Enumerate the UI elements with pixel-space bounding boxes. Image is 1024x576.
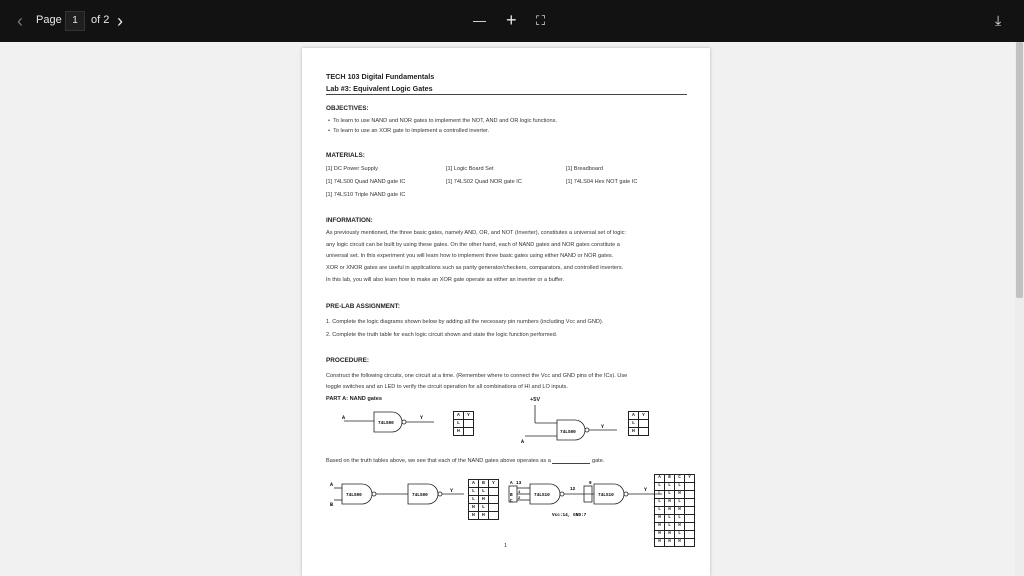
truth-table-cell: L bbox=[479, 504, 489, 512]
pin-label: 2 bbox=[518, 497, 521, 501]
page-total: of 2 bbox=[91, 14, 110, 26]
truth-table-cell: H bbox=[479, 496, 489, 504]
truth-table-cell: H bbox=[629, 428, 639, 436]
input-b-label: B bbox=[330, 502, 334, 508]
pin-label: 12 bbox=[570, 487, 576, 492]
truth-table-header-cell: B bbox=[665, 475, 675, 483]
truth-table-header bbox=[454, 412, 474, 420]
truth-table-header bbox=[469, 480, 499, 488]
truth-table-cell: H bbox=[665, 531, 675, 539]
truth-table-header-cell: C bbox=[675, 475, 685, 483]
truth-table-cell: H bbox=[454, 428, 464, 436]
truth-table-cell: L bbox=[469, 488, 479, 496]
answer-blank[interactable] bbox=[552, 457, 590, 464]
ic-label: 74LS10 bbox=[598, 493, 614, 498]
inversion-bubble bbox=[438, 492, 442, 496]
zoom-out-icon[interactable]: — bbox=[473, 13, 486, 28]
pin-label: 13 bbox=[516, 481, 522, 486]
inversion-bubble bbox=[560, 492, 564, 496]
truth-table-row bbox=[655, 499, 695, 507]
truth-table-header-cell: Y bbox=[489, 480, 499, 488]
scrollbar-thumb[interactable] bbox=[1016, 42, 1023, 298]
part-a-heading: PART A: NAND gates bbox=[326, 396, 382, 402]
truth-table-cell: L bbox=[665, 523, 675, 531]
plus5v-label: +5V bbox=[530, 397, 541, 403]
truth-table-row bbox=[655, 507, 695, 515]
truth-table-cell bbox=[685, 539, 695, 547]
truth-table-1 bbox=[453, 411, 474, 436]
truth-table-cell: H bbox=[655, 531, 665, 539]
download-icon[interactable]: ⤓ bbox=[995, 12, 1002, 28]
pin-label: 1 bbox=[518, 491, 521, 495]
truth-table-row bbox=[629, 428, 649, 436]
ic-label: 74LS00 bbox=[560, 430, 576, 435]
ic-label: 74LS00 bbox=[412, 493, 428, 498]
truth-table-2 bbox=[628, 411, 649, 436]
truth-table-cell: H bbox=[675, 491, 685, 499]
output-y-label: Y bbox=[420, 415, 424, 421]
output-y-label: Y bbox=[450, 488, 454, 494]
material-item: [1] DC Power Supply bbox=[326, 166, 378, 172]
truth-table-cell: H bbox=[675, 507, 685, 515]
truth-table-row bbox=[655, 491, 695, 499]
truth-table-cell bbox=[489, 496, 499, 504]
truth-table-cell: H bbox=[479, 512, 489, 520]
course-title: TECH 103 Digital Fundamentals bbox=[326, 72, 435, 81]
truth-table-cell: H bbox=[655, 523, 665, 531]
truth-table-cell bbox=[685, 507, 695, 515]
objectives-heading: OBJECTIVES: bbox=[326, 105, 369, 112]
truth-table-cell: L bbox=[655, 507, 665, 515]
truth-table-cell: L bbox=[469, 496, 479, 504]
truth-table-cell: L bbox=[665, 515, 675, 523]
nand-and-circuit bbox=[326, 478, 466, 510]
ic-label: 74LS10 bbox=[534, 493, 550, 498]
truth-table-cell: H bbox=[469, 512, 479, 520]
truth-table-cell bbox=[685, 531, 695, 539]
pdf-page bbox=[302, 48, 710, 576]
conclusion-sentence: Based on the truth tables above, we see that each of the NAND gates above operates as a gate. bbox=[326, 458, 605, 464]
truth-table-header-cell: A bbox=[454, 412, 464, 420]
truth-table-cell: L bbox=[629, 420, 639, 428]
truth-table-cell bbox=[685, 491, 695, 499]
truth-table-header-cell: Y bbox=[639, 412, 649, 420]
truth-table-cell bbox=[639, 420, 649, 428]
materials-heading: MATERIALS: bbox=[326, 152, 365, 159]
input-a-label: A bbox=[521, 439, 525, 443]
truth-table-row bbox=[655, 483, 695, 491]
truth-table-header-cell: B bbox=[479, 480, 489, 488]
truth-table-row bbox=[469, 512, 499, 520]
truth-table-row bbox=[469, 504, 499, 512]
viewer-toolbar bbox=[0, 0, 1024, 42]
input-a-label: A bbox=[330, 482, 334, 488]
output-y-label: Y bbox=[601, 424, 605, 430]
output-y-label: Y bbox=[644, 487, 648, 493]
inversion-bubble bbox=[402, 420, 406, 424]
truth-table-cell: L bbox=[675, 531, 685, 539]
material-item: [1] Logic Board Set bbox=[446, 166, 494, 172]
procedure-heading: PROCEDURE: bbox=[326, 357, 369, 364]
zoom-in-icon[interactable]: + bbox=[506, 10, 517, 30]
truth-table-cell: L bbox=[675, 499, 685, 507]
truth-table-cell bbox=[639, 428, 649, 436]
next-page-icon[interactable]: › bbox=[117, 11, 123, 31]
material-item: [1] 74LS00 Quad NAND gate IC bbox=[326, 179, 406, 185]
truth-table-cell: L bbox=[675, 515, 685, 523]
truth-table-row bbox=[655, 515, 695, 523]
previous-page-icon[interactable]: ‹ bbox=[17, 11, 23, 31]
truth-table-cell: L bbox=[655, 491, 665, 499]
truth-table-row bbox=[469, 496, 499, 504]
truth-table-cell bbox=[685, 499, 695, 507]
ic-label: 74LS00 bbox=[346, 493, 362, 498]
prelab-line: 1. Complete the logic diagrams shown below by adding all the necessary pin numbers (including Vcc and GND). bbox=[326, 319, 604, 325]
truth-table-row bbox=[454, 420, 474, 428]
truth-table-header-cell: Y bbox=[464, 412, 474, 420]
objective-item: • To learn to use NAND and NOR gates to implement the NOT, AND and OR logic functions. bbox=[328, 118, 557, 124]
page-number: 1 bbox=[504, 543, 508, 549]
inversion-bubble bbox=[624, 492, 628, 496]
truth-table-cell: H bbox=[665, 539, 675, 547]
vcc-gnd-note: Vcc:14, GND:7 bbox=[552, 513, 587, 518]
ic-label: 74LS00 bbox=[378, 421, 394, 426]
truth-table-3 bbox=[468, 479, 499, 520]
procedure-line: toggle switches and an LED to verify the circuit operation for all combinations of HI and LO inputs. bbox=[326, 384, 568, 390]
input-a-label: A bbox=[342, 415, 346, 421]
truth-table-cell bbox=[464, 420, 474, 428]
truth-table-cell: H bbox=[675, 539, 685, 547]
prelab-heading: PRE-LAB ASSIGNMENT: bbox=[326, 303, 400, 310]
truth-table-cell: H bbox=[655, 539, 665, 547]
truth-table-cell: L bbox=[479, 488, 489, 496]
material-item: [1] 74LS04 Hex NOT gate IC bbox=[566, 179, 638, 185]
truth-table-cell bbox=[685, 523, 695, 531]
truth-table-cell: L bbox=[655, 499, 665, 507]
truth-table-header bbox=[655, 475, 695, 483]
truth-table-cell: H bbox=[469, 504, 479, 512]
truth-table-cell bbox=[489, 512, 499, 520]
truth-table-header bbox=[629, 412, 649, 420]
input-wire bbox=[525, 431, 557, 436]
page-label: Page bbox=[36, 14, 62, 26]
inversion-bubble bbox=[372, 492, 376, 496]
input-a-label: A bbox=[510, 481, 513, 486]
truth-table-cell: H bbox=[655, 515, 665, 523]
truth-table-header-cell: A bbox=[629, 412, 639, 420]
truth-table-cell bbox=[489, 504, 499, 512]
input-b-label: B bbox=[510, 493, 513, 498]
truth-table-row bbox=[454, 428, 474, 436]
information-line: any logic circuit can be built by using these gates. On the other hand, each of NAND gates and NOR gates constitute a bbox=[326, 242, 620, 248]
information-line: As previously mentioned, the three basic gates, namely AND, OR, and NOT (Inverter), constitutes a universal set of logic: bbox=[326, 230, 626, 236]
nand-inverter-circuit-1 bbox=[338, 408, 438, 438]
procedure-line: Construct the following circuits, one circuit at a time. (Remember where to connect the Vcc and GND pins of the ICs). Use bbox=[326, 373, 628, 379]
truth-table-row bbox=[629, 420, 649, 428]
truth-table-row bbox=[655, 523, 695, 531]
information-line: universal set. In this experiment you will learn how to implement three basic gates using either NAND or NOR gates. bbox=[326, 253, 614, 259]
material-item: [1] 74LS10 Triple NAND gate IC bbox=[326, 192, 406, 198]
truth-table-row bbox=[655, 539, 695, 547]
truth-table-header-cell: A bbox=[655, 475, 665, 483]
truth-table-cell: L bbox=[655, 483, 665, 491]
material-item: [1] Breadboard bbox=[566, 166, 604, 172]
information-line: XOR or XNOR gates are useful in applications such as parity generator/checkers, comparators, and controlled inverters. bbox=[326, 265, 624, 271]
truth-table-row bbox=[655, 531, 695, 539]
truth-table-cell bbox=[464, 428, 474, 436]
truth-table-cell: L bbox=[665, 483, 675, 491]
lab-title: Lab #3: Equivalent Logic Gates bbox=[326, 84, 433, 93]
title-rule bbox=[326, 94, 687, 95]
truth-table-cell bbox=[489, 488, 499, 496]
inversion-bubble bbox=[585, 428, 589, 432]
page-number-input[interactable]: 1 bbox=[65, 11, 85, 31]
information-line: In this lab, you will also learn how to make an XOR gate operate as either an inverter or a buffer. bbox=[326, 277, 565, 283]
input-c-label: C bbox=[510, 499, 513, 504]
prelab-line: 2. Complete the truth table for each logic circuit shown and state the logic function performed. bbox=[326, 332, 558, 338]
nand3-circuit bbox=[506, 476, 666, 522]
truth-table-cell: L bbox=[454, 420, 464, 428]
truth-table-header-cell: A bbox=[469, 480, 479, 488]
truth-table-cell: H bbox=[675, 523, 685, 531]
material-item: [1] 74LS02 Quad NOR gate IC bbox=[446, 179, 522, 185]
truth-table-4 bbox=[654, 474, 695, 547]
truth-table-cell: H bbox=[665, 499, 675, 507]
truth-table-cell: H bbox=[665, 507, 675, 515]
truth-table-cell bbox=[685, 483, 695, 491]
information-heading: INFORMATION: bbox=[326, 217, 373, 224]
fit-page-icon[interactable]: ⛶ bbox=[536, 13, 546, 28]
truth-table-cell: L bbox=[665, 491, 675, 499]
truth-table-row bbox=[469, 488, 499, 496]
nand-inverter-circuit-2 bbox=[517, 403, 627, 443]
pin-label: 9 bbox=[589, 481, 592, 486]
truth-table-cell bbox=[685, 515, 695, 523]
truth-table-cell: L bbox=[675, 483, 685, 491]
objective-item: • To learn to use an XOR gate to implement a controlled inverter. bbox=[328, 128, 490, 134]
truth-table-header-cell: Y bbox=[685, 475, 695, 483]
